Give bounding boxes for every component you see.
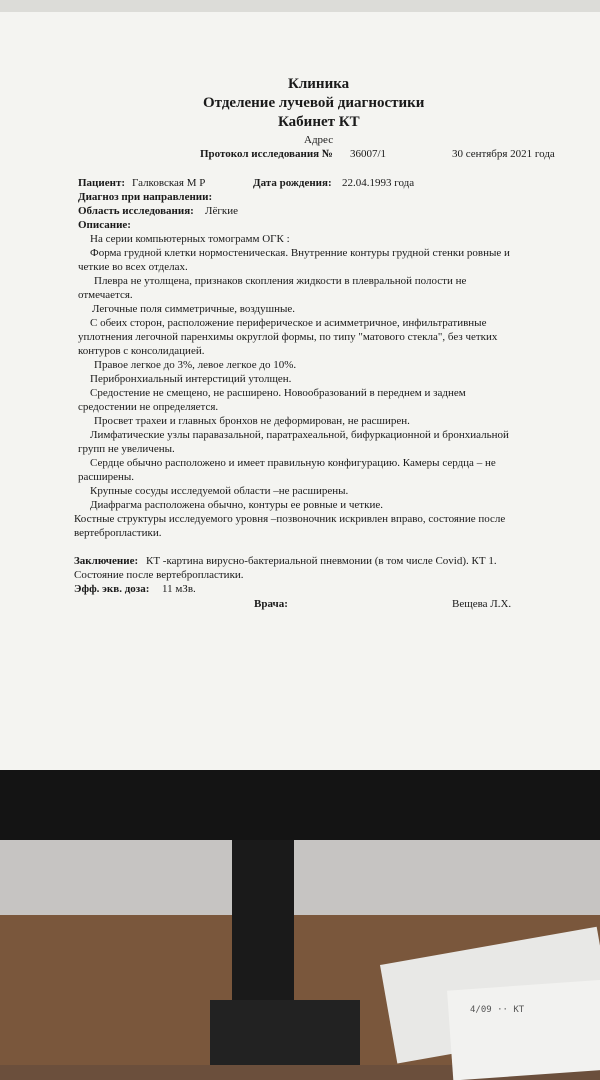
area-value: Лёгкие <box>205 205 238 217</box>
protocol-number: 36007/1 <box>350 148 387 160</box>
description-line: четкие во всех отделах. <box>78 261 188 273</box>
description-line: Просвет трахеи и главных бронхов не деформирован, не расширен. <box>94 415 410 427</box>
monitor-stand-base <box>210 1000 360 1065</box>
description-line: Средостение не смещено, не расширено. Новообразований в переднем и заднем <box>90 387 466 399</box>
address: Адрес <box>304 134 334 146</box>
description-line: групп не увеличены. <box>78 443 175 455</box>
area-label: Область исследования: <box>78 205 194 217</box>
description-line: Костные структуры исследуемого уровня –позвоночник искривлен вправо, состояние после <box>74 513 506 525</box>
referral-label: Диагноз при направлении: <box>78 191 213 203</box>
document-page <box>0 12 600 772</box>
description-line: средостении не определяется. <box>78 401 219 413</box>
conclusion-text-2: Состояние после вертебропластики. <box>74 569 244 581</box>
description-line: вертебропластики. <box>74 527 162 539</box>
dob-value: 22.04.1993 года <box>342 177 415 189</box>
description-line: Сердце обычно расположено и имеет правильную конфигурацию. Камеры сердца – не <box>90 457 496 469</box>
doctor-name: Вещева Л.Х. <box>452 598 512 610</box>
room-title: Кабинет КТ <box>278 114 360 130</box>
description-line: Лимфатические узлы паравазальной, паратрахеальной, бифуркационной и бронхиальной <box>90 429 509 441</box>
description-line: Плевра не утолщена, признаков скопления жидкости в плевральной полости не <box>94 275 467 287</box>
paper-scrap-text: 4/09 ·· КТ <box>470 1005 525 1015</box>
monitor-bezel <box>0 770 600 840</box>
clinic-title: Клиника <box>288 76 350 92</box>
description-line: С обеих сторон, расположение периферическое и асимметричное, инфильтративные <box>90 317 487 329</box>
description-line: Крупные сосуды исследуемой области –не расширены. <box>90 485 349 497</box>
department-title: Отделение лучевой диагностики <box>203 95 425 111</box>
description-line: На серии компьютерных томограмм ОГК : <box>90 233 290 245</box>
description-line: контуров с консолидацией. <box>78 345 205 357</box>
dose-label: Эфф. экв. доза: <box>74 583 150 595</box>
patient-label: Пациент: <box>78 177 126 189</box>
conclusion-label: Заключение: <box>74 555 139 567</box>
description-line: Правое легкое до 3%, левое легкое до 10%. <box>94 359 297 371</box>
patient-name: Галковская М Р <box>132 177 206 189</box>
description-label: Описание: <box>78 219 131 231</box>
protocol-date: 30 сентября 2021 года <box>452 148 555 160</box>
description-line: уплотнения легочной паренхимы округлой формы, по типу "матового стекла", без четких <box>78 331 498 343</box>
conclusion-text: КТ -картина вирусно-бактериальной пневмонии (в том числе Covid). КТ 1. <box>146 555 497 567</box>
doctor-label: Врача: <box>254 598 288 610</box>
dob-label: Дата рождения: <box>253 177 332 189</box>
dose-value: 11 мЗв. <box>162 583 196 595</box>
description-line: расширены. <box>78 471 135 483</box>
protocol-label: Протокол исследования № <box>200 148 333 160</box>
description-line: Перибронхиальный интерстиций утолщен. <box>90 373 292 385</box>
description-line: Легочные поля симметричные, воздушные. <box>92 303 296 315</box>
description-line: отмечается. <box>78 289 133 301</box>
description-line: Диафрагма расположена обычно, контуры ее ровные и четкие. <box>90 499 383 511</box>
description-line: Форма грудной клетки нормостеническая. Внутренние контуры грудной стенки ровные и <box>90 247 510 259</box>
